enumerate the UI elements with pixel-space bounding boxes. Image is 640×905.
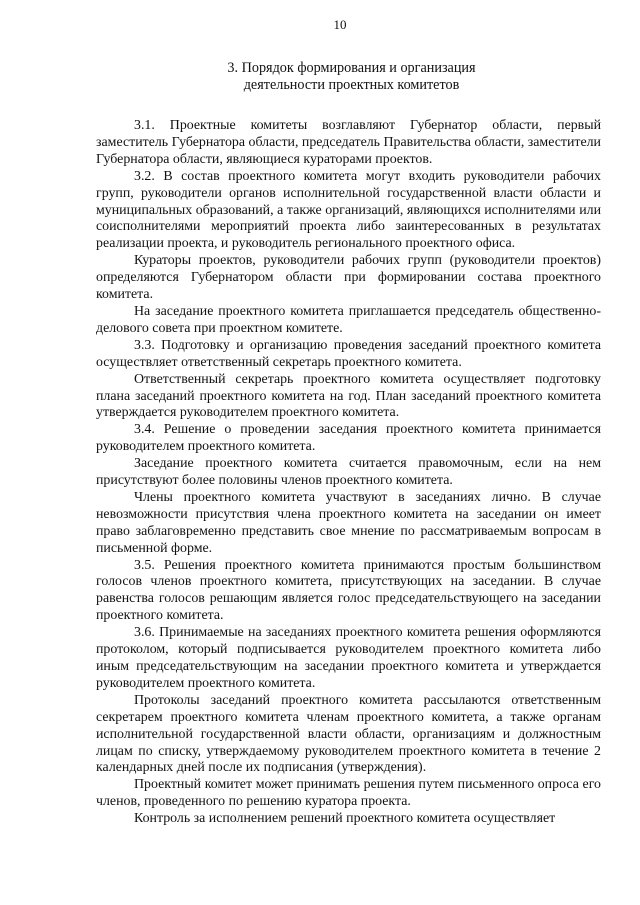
paragraph-protocols: Протоколы заседаний проектного комитета рассылаются ответственным секретарем проектного комитета членам проектного комитета, а также органам исполнительной государственной власти области, организациям и должностным лицам по списку, утверждаемому руководителем проектного комитета в течение 2 календарных дней после их подписания (утверждения). — [96, 692, 601, 776]
paragraph-curators: Кураторы проектов, руководители рабочих групп (руководители проектов) определяются Губернатором области при формировании состава проектного комитета. — [96, 253, 601, 303]
section-heading-line-2: деятельности проектных комитетов — [243, 77, 460, 93]
paragraph-secretary: Ответственный секретарь проектного комитета осуществляет подготовку плана заседаний проектного комитета на год. План заседаний проектного комитета утверждается руководителем проектного комитета. — [96, 371, 601, 421]
paragraph-3-3: 3.3. Подготовку и организацию проведения заседаний проектного комитета осуществляет ответственный секретарь проектного комитета. — [96, 337, 601, 370]
document-body — [96, 118, 601, 828]
section-heading-line-1: 3. Порядок формирования и организация — [227, 60, 476, 76]
paragraph-quorum: Заседание проектного комитета считается правомочным, если на нем присутствуют более половины членов проектного комитета. — [96, 456, 601, 489]
paragraph-control: Контроль за исполнением решений проектного комитета осуществляет — [134, 811, 556, 827]
paragraph-3-1: 3.1. Проектные комитеты возглавляют Губернатор области, первый заместитель Губернатора области, председатель Правительства области, заместители Губернатора области, являющиеся кураторами проектов. — [96, 118, 601, 167]
page-number: 10 — [333, 17, 347, 32]
paragraph-3-2: 3.2. В состав проектного комитета могут входить руководители рабочих групп, руководители органов исполнительной государственной власти области и муниципальных образований, а также организаций, являющихся исполнителями или соисполнителями мероприятий проекта либо заинтересованных в результатах реализации проекта, и руководитель регионального проектного офиса. — [96, 168, 601, 252]
paragraph-written-poll: Проектный комитет может принимать решения путем письменного опроса его членов, проведенного по решению куратора проекта. — [96, 777, 601, 810]
paragraph-3-5: 3.5. Решения проектного комитета принимаются простым большинством голосов членов проектного комитета, присутствующих на заседании. В случае равенства голосов решающим является голос председательствующего на заседании проектного комитета. — [96, 557, 601, 624]
paragraph-members: Члены проектного комитета участвуют в заседаниях лично. В случае невозможности присутствия члена проектного комитета на заседании он имеет право заблаговременно представить свое мнение по рассматриваемым вопросам в письменной форме. — [96, 489, 601, 556]
paragraph-3-4: 3.4. Решение о проведении заседания проектного комитета принимается руководителем проектного комитета. — [96, 422, 601, 455]
section-heading — [96, 0, 601, 94]
paragraph-invitation: На заседание проектного комитета приглашается председатель общественно-делового совета при проектном комитете. — [96, 303, 601, 336]
paragraph-3-6: 3.6. Принимаемые на заседаниях проектного комитета решения оформляются протоколом, который подписывается руководителем проектного комитета либо иным председательствующим на заседании проектного комитета и утверждается руководителем проектного комитета. — [96, 625, 601, 691]
